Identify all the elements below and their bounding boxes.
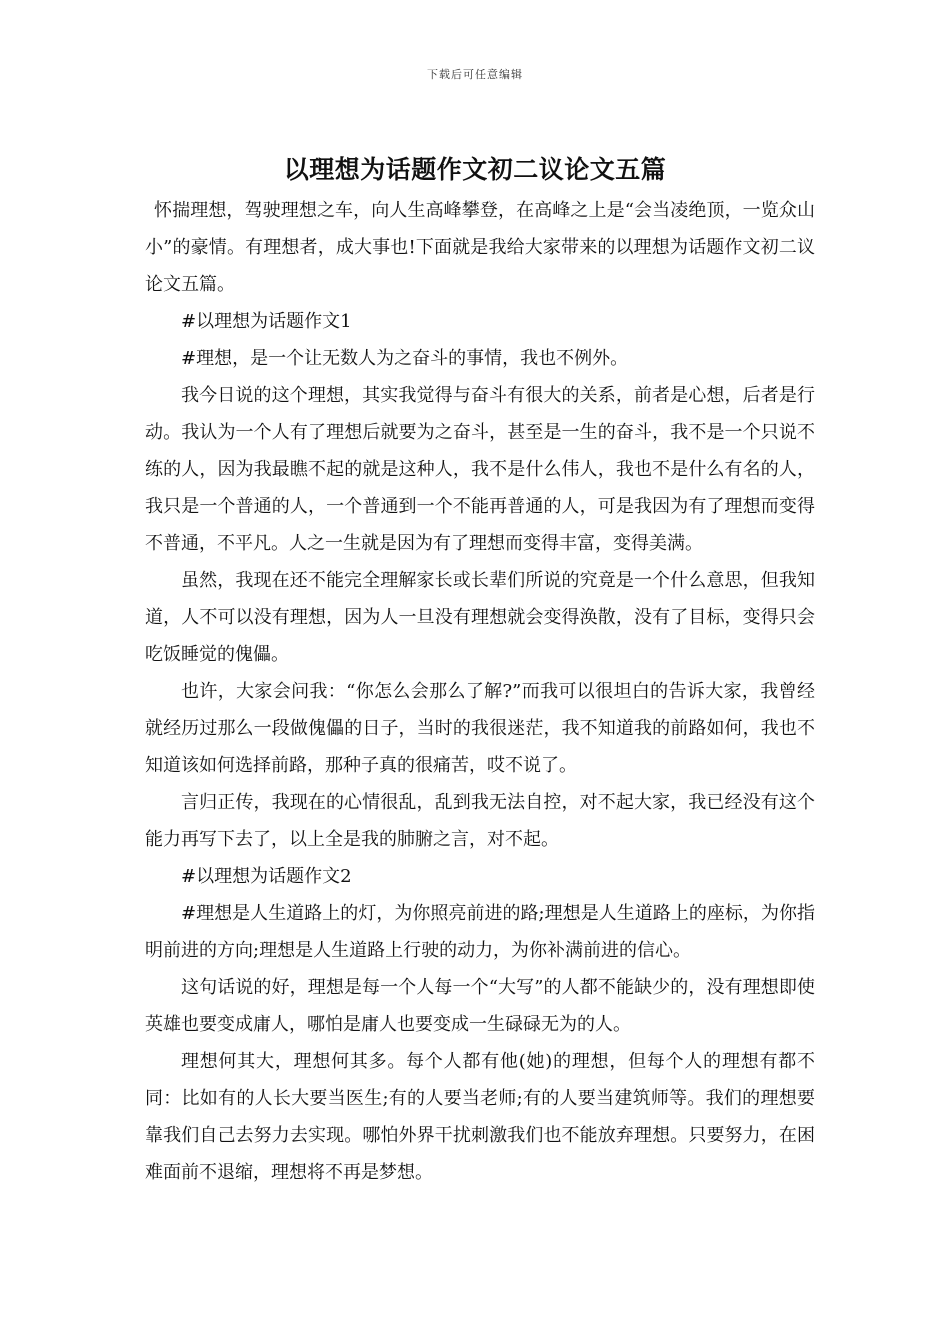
paragraph: #理想，是一个让无数人为之奋斗的事情，我也不例外。: [181, 348, 629, 369]
section-heading-1: #以理想为话题作文1: [181, 311, 352, 332]
paragraph: 言归正传，我现在的心情很乱，乱到我无法自控，对不起大家，我已经没有这个能力再写下去了，以上全是我的肺腑之言，对不起。: [145, 792, 815, 850]
paragraph: 理想何其大，理想何其多。每个人都有他(她)的理想，但每个人的理想有都不同：比如有的人长大要当医生;有的人要当老师;有的人要当建筑师等。我们的理想要靠我们自己去努力去实现。哪怕外界干扰刺激我们也不能放弃理想。只要努力，在困难面前不退缩，理想将不再是梦想。: [145, 1051, 815, 1183]
paragraph: 这句话说的好，理想是每一个人每一个“大写”的人都不能缺少的，没有理想即使英雄也要变成庸人，哪怕是庸人也要变成一生碌碌无为的人。: [145, 977, 815, 1035]
paragraph: 我今日说的这个理想，其实我觉得与奋斗有很大的关系，前者是心想，后者是行动。我认为一个人有了理想后就要为之奋斗，甚至是一生的奋斗，我不是一个只说不练的人，因为我最瞧不起的就是这种人，我不是什么伟人，我也不是什么有名的人，我只是一个普通的人，一个普通到一个不能再普通的人，可是我因为有了理想而变得不普通，不平凡。人之一生就是因为有了理想而变得丰富，变得美满。: [145, 385, 815, 554]
paragraph-intro: 怀揣理想，驾驶理想之车，向人生高峰攀登，在高峰之上是“会当凌绝顶，一览众山小”的豪情。有理想者，成大事也!下面就是我给大家带来的以理想为话题作文初二议论文五篇。: [145, 200, 815, 295]
section-heading-2: #以理想为话题作文2: [181, 866, 352, 887]
document-body: [145, 192, 815, 1191]
header-note: 下载后可任意编辑: [427, 68, 523, 81]
paragraph: 也许，大家会问我：“你怎么会那么了解?”而我可以很坦白的告诉大家，我曾经就经历过那么一段做傀儡的日子，当时的我很迷茫，我不知道我的前路如何，我也不知道该如何选择前路，那种子真的很痛苦，哎不说了。: [145, 681, 815, 776]
paragraph: 虽然，我现在还不能完全理解家长或长辈们所说的究竟是一个什么意思，但我知道，人不可以没有理想，因为人一旦没有理想就会变得涣散，没有了目标，变得只会吃饭睡觉的傀儡。: [145, 570, 815, 665]
document-title: 以理想为话题作文初二议论文五篇: [283, 155, 667, 184]
paragraph: #理想是人生道路上的灯，为你照亮前进的路;理想是人生道路上的座标，为你指明前进的方向;理想是人生道路上行驶的动力，为你补满前进的信心。: [145, 903, 815, 961]
